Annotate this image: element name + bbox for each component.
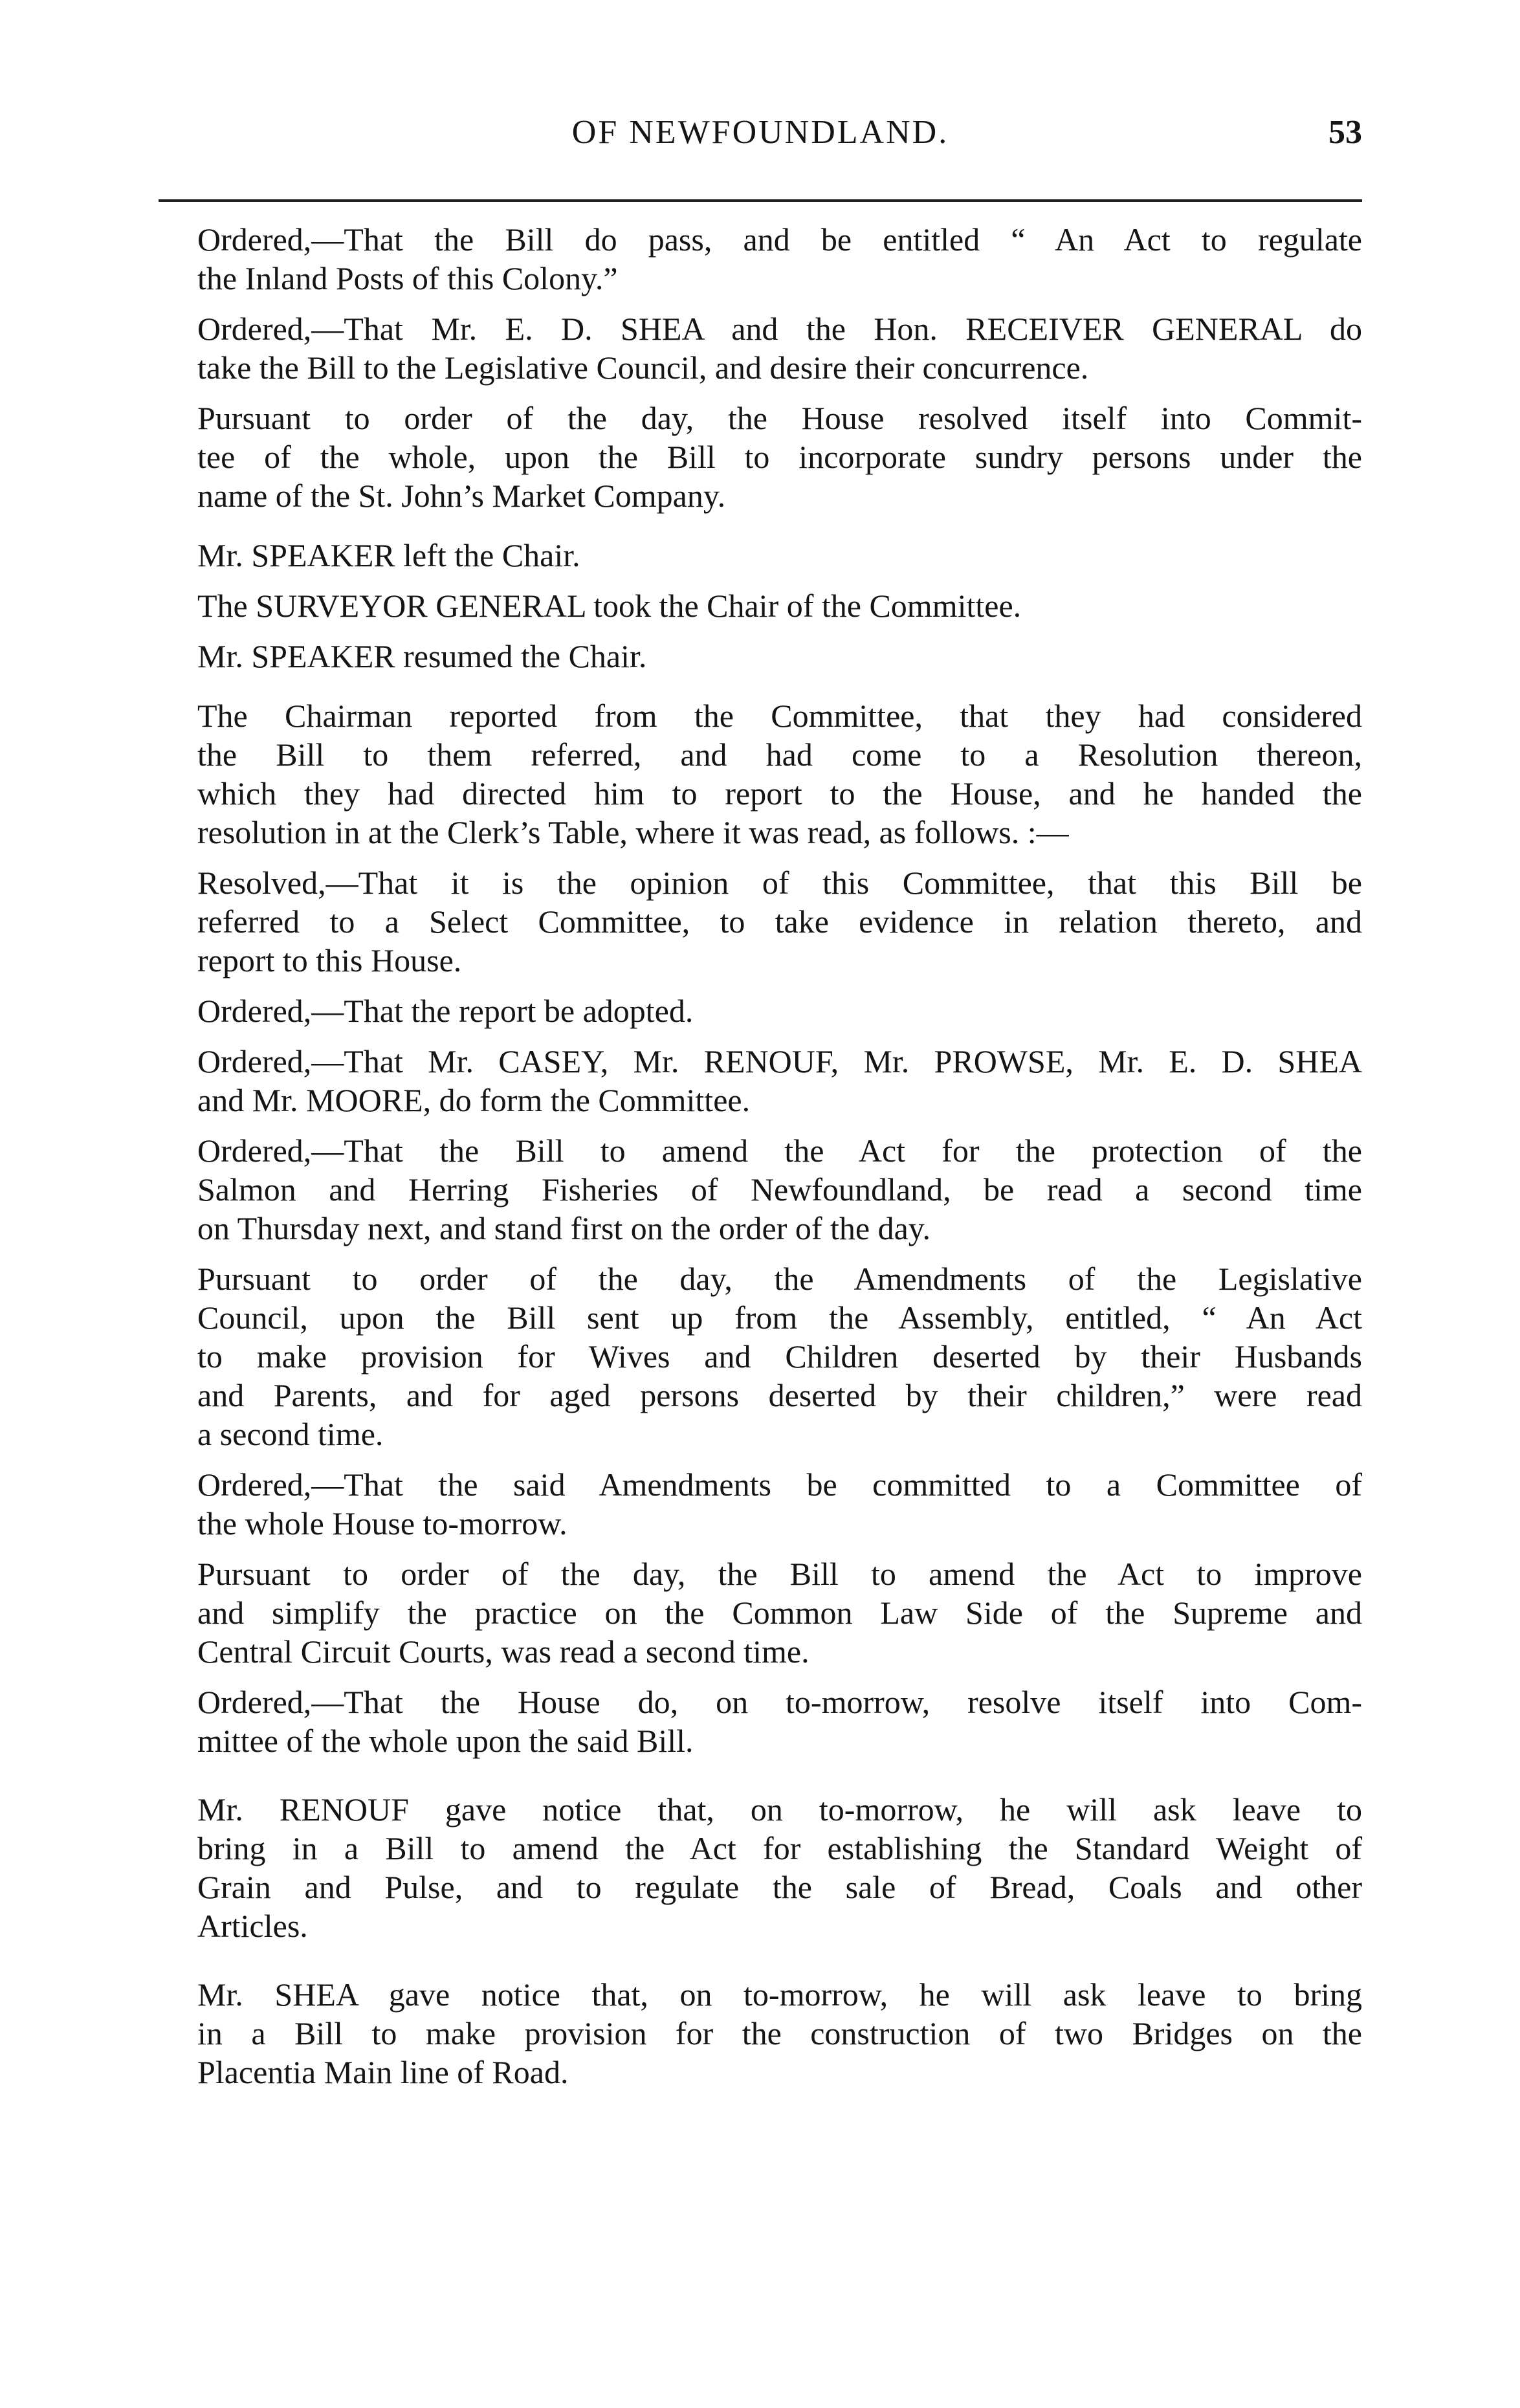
- text-line: Ordered,—That Mr. E. D. SHEA and the Hon. RECEIVER GENERAL do: [197, 311, 1362, 347]
- text-line: Pursuant to order of the day, the Amendments of the Legislative: [197, 1261, 1362, 1297]
- text-line: take the Bill to the Legislative Council, and desire their concurrence.: [197, 349, 1089, 386]
- text-line: in a Bill to make provision for the construction of two Bridges on the: [197, 2015, 1362, 2051]
- paragraph-resolve-committee: [159, 1683, 1362, 1760]
- paragraph-chairman-reported: [159, 696, 1362, 852]
- paragraph-committee-market-company: [159, 399, 1362, 515]
- text-line: Pursuant to order of the day, the House resolved itself into Commit-: [197, 400, 1362, 436]
- paragraph-shea-notice: [159, 1975, 1362, 2092]
- text-line: Mr. SPEAKER resumed the Chair.: [197, 638, 647, 674]
- text-line: tee of the whole, upon the Bill to incorporate sundry persons under the: [197, 439, 1362, 475]
- paragraph-common-law-bill: [159, 1554, 1362, 1671]
- text-line: Council, upon the Bill sent up from the Assembly, entitled, “ An Act: [197, 1299, 1362, 1336]
- paragraph-fisheries-bill: [159, 1131, 1362, 1248]
- paragraph-speaker-resumed: [159, 637, 1362, 676]
- text-line: Mr. SPEAKER left the Chair.: [197, 537, 580, 573]
- paragraph-amendments-committed: [159, 1465, 1362, 1543]
- paragraph-amendments-wives-children: [159, 1259, 1362, 1453]
- text-line: Ordered,—That the House do, on to-morrow, resolve itself into Com-: [197, 1684, 1362, 1720]
- text-line: Mr. RENOUF gave notice that, on to-morrow, he will ask leave to: [197, 1791, 1362, 1828]
- paragraph-surveyor-general: [159, 586, 1362, 625]
- text-line: bring in a Bill to amend the Act for establishing the Standard Weight of: [197, 1830, 1362, 1866]
- text-line: Central Circuit Courts, was read a second time.: [197, 1633, 810, 1670]
- body-text: [159, 220, 1362, 2092]
- text-line: and Mr. MOORE, do form the Committee.: [197, 1082, 751, 1118]
- text-line: which they had directed him to report to the House, and he handed the: [197, 775, 1362, 812]
- text-line: Salmon and Herring Fisheries of Newfoundland, be read a second time: [197, 1171, 1362, 1208]
- page-number: 53: [1328, 114, 1362, 151]
- text-line: the Inland Posts of this Colony.”: [197, 260, 618, 296]
- paragraph-form-committee: [159, 1042, 1362, 1120]
- text-line: report to this House.: [197, 942, 462, 978]
- text-line: Mr. SHEA gave notice that, on to-morrow, he will ask leave to bring: [197, 1976, 1362, 2013]
- text-line: a second time.: [197, 1416, 384, 1452]
- text-line: Ordered,—That the Bill to amend the Act for the protection of the: [197, 1132, 1362, 1169]
- text-line: mittee of the whole upon the said Bill.: [197, 1723, 694, 1759]
- text-line: referred to a Select Committee, to take evidence in relation thereto, and: [197, 903, 1362, 940]
- text-line: resolution in at the Clerk’s Table, where it was read, as follows. :—: [197, 814, 1069, 850]
- text-line: Ordered,—That the Bill do pass, and be entitled “ An Act to regulate: [197, 221, 1362, 258]
- text-line: Pursuant to order of the day, the Bill to amend the Act to improve: [197, 1556, 1362, 1592]
- text-line: the Bill to them referred, and had come to a Resolution thereon,: [197, 736, 1362, 773]
- text-line: Grain and Pulse, and to regulate the sale of Bread, Coals and other: [197, 1869, 1362, 1905]
- text-line: The SURVEYOR GENERAL took the Chair of the Committee.: [197, 588, 1022, 624]
- text-line: and Parents, and for aged persons deserted by their children,” were read: [197, 1377, 1362, 1413]
- text-line: Articles.: [197, 1908, 308, 1944]
- paragraph-speaker-left: [159, 536, 1362, 575]
- running-title: OF NEWFOUNDLAND.: [571, 114, 949, 151]
- text-line: and simplify the practice on the Common Law Side of the Supreme and: [197, 1595, 1362, 1631]
- text-line: on Thursday next, and stand first on the order of the day.: [197, 1210, 931, 1246]
- text-line: to make provision for Wives and Children deserted by their Husbands: [197, 1338, 1362, 1375]
- text-line: The Chairman reported from the Committee, that they had considered: [197, 698, 1362, 734]
- text-line: Resolved,—That it is the opinion of this Committee, that this Bill be: [197, 865, 1362, 901]
- text-line: the whole House to-morrow.: [197, 1505, 567, 1541]
- text-line: Ordered,—That the report be adopted.: [197, 993, 694, 1029]
- paragraph-resolved: [159, 863, 1362, 980]
- text-line: Placentia Main line of Road.: [197, 2054, 569, 2090]
- paragraph-ordered-pass-bill: [159, 220, 1362, 298]
- text-line: name of the St. John’s Market Company.: [197, 478, 726, 514]
- running-header: [159, 110, 1362, 155]
- paragraph-report-adopted: [159, 991, 1362, 1030]
- text-line: Ordered,—That the said Amendments be committed to a Committee of: [197, 1466, 1362, 1503]
- header-rule: [159, 199, 1362, 202]
- paragraph-ordered-legislative-council: [159, 309, 1362, 387]
- paragraph-renouf-notice: [159, 1790, 1362, 1945]
- text-line: Ordered,—That Mr. CASEY, Mr. RENOUF, Mr. PROWSE, Mr. E. D. SHEA: [197, 1043, 1362, 1079]
